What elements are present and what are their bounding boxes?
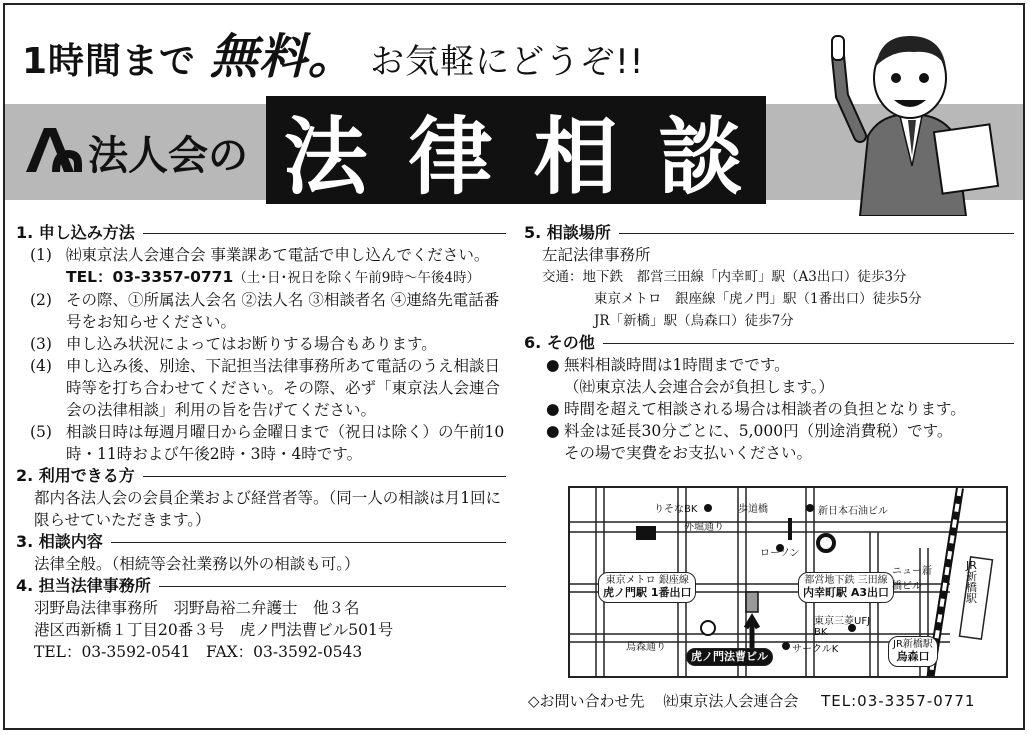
map-text: JR新橋駅	[893, 639, 933, 650]
contact-label: ◇お問い合わせ先	[528, 692, 645, 710]
map-destination-building: 虎ノ門法曹ビル	[686, 648, 773, 666]
map-text: 都営地下鉄 三田線	[804, 575, 888, 586]
tagline-part1: 1時間まで	[22, 41, 197, 82]
tel-hours: （土･日･祝日を除く午前9時〜午後4時）	[233, 270, 480, 286]
tagline	[22, 18, 644, 87]
contact-line	[528, 690, 975, 711]
main-title	[266, 96, 766, 204]
map-label-lawson: ローソン	[760, 548, 800, 559]
eligibility-text: 都内各法人会の会員企業および経営者等。（同一人の相談は月1回に限らせていただきます。）	[34, 489, 502, 529]
section-heading	[16, 575, 506, 597]
map-label-new-shinbashi: ニュー新橋ビル	[892, 566, 932, 592]
map-label-shin-nippon: 新日本石油ビル	[818, 506, 888, 517]
map-label-sotobori: 外堀通り	[684, 522, 724, 533]
map-label-ufj: 東京三菱UFJ BK	[814, 616, 871, 638]
section-title: 2. 利用できる方	[16, 466, 135, 485]
section-heading	[16, 531, 506, 553]
office-address: 港区西新橋１丁目20番３号 虎ノ門法曹ビル501号	[34, 621, 394, 639]
section-title: 4. 担当法律事務所	[16, 576, 151, 595]
contact-tel[interactable]: TEL:03-3357-0771	[821, 692, 976, 710]
section-title: 5. 相談場所	[524, 223, 611, 242]
bullet-icon: ●	[546, 356, 560, 374]
item-text: 申し込み後、別途、下記担当法律事務所あて電話のうえ相談日時等を打ち合わせてください。その際、必ず「東京法人会連合会の法律相談」利用の旨を告げてください。	[66, 357, 501, 419]
map-text: 烏森口	[896, 650, 930, 663]
list-item	[546, 420, 1014, 442]
item-text: ㈳東京法人会連合会 事業課あて電話で申し込んでください。	[66, 246, 490, 264]
map-label-risona: りそなBK	[654, 504, 698, 515]
tel-line	[30, 266, 506, 289]
bullet-icon: ●	[546, 422, 560, 440]
access-line: 交通：地下鉄 都営三田線「内幸町」駅（A3出口）徒歩3分	[542, 269, 907, 285]
title-char: 律	[408, 106, 499, 206]
item-text: その際、①所属法人会名 ②法人名 ③相談者名 ④連絡先電話番号をお知らせください。	[66, 291, 500, 331]
section-title: 1. 申し込み方法	[16, 223, 135, 242]
houjinkai-logo-icon	[22, 124, 86, 176]
businessman-mascot-icon	[820, 16, 1010, 216]
tagline-free: 無料。	[209, 29, 357, 85]
list-item	[30, 244, 506, 266]
title-char: 法	[283, 106, 374, 206]
list-item	[30, 355, 506, 421]
venue-text: 左記法律事務所	[542, 246, 651, 264]
contact-org: ㈳東京法人会連合会	[663, 692, 799, 710]
bullet-subtext: その場で実費をお支払いください。	[564, 444, 813, 462]
map-text: 東京メトロ 銀座線	[605, 575, 689, 586]
tagline-part2: お気軽にどうぞ!!	[370, 42, 645, 82]
item-number: (5)	[30, 423, 52, 441]
map-label-jr-shinbashi: JR新橋駅	[966, 559, 977, 605]
bullet-text: 料金は延長30分ごとに、5,000円（別途消費税）です。	[564, 422, 953, 440]
right-column	[524, 222, 1014, 464]
section-heading	[16, 465, 506, 487]
access-map	[568, 486, 1008, 678]
map-karasumori-exit	[888, 636, 938, 667]
tel-number[interactable]: TEL：03-3357-0771	[66, 268, 234, 286]
access-line: JR「新橋」駅（烏森口）徒歩7分	[594, 313, 794, 329]
item-text: 申し込み状況によってはお断りする場合もあります。	[66, 335, 437, 353]
left-column	[16, 222, 506, 663]
map-label-circle-k: サークルK	[792, 644, 839, 655]
list-item	[30, 333, 506, 355]
item-number: (2)	[30, 291, 52, 309]
section-heading	[524, 222, 1014, 244]
section-heading	[524, 332, 1014, 354]
item-number: (3)	[30, 335, 52, 353]
list-item	[30, 421, 506, 465]
map-toranomon-exit	[598, 572, 696, 603]
org-name: 法人会の	[88, 133, 248, 179]
access-line: 東京メトロ 銀座線「虎ノ門」駅（1番出口）徒歩5分	[594, 291, 922, 307]
bullet-icon: ●	[546, 400, 560, 418]
content-text: 法律全般。（相続等会社業務以外の相談も可。）	[34, 555, 360, 573]
section-heading	[16, 222, 506, 244]
section-title: 6. その他	[524, 333, 595, 352]
title-char: 相	[533, 106, 624, 206]
title-char: 談	[658, 106, 749, 206]
bullet-subtext: （㈳東京法人会連合会が負担します。）	[564, 378, 835, 396]
item-number: (1)	[30, 246, 52, 264]
list-item	[546, 354, 1014, 376]
office-name: 羽野島法律事務所 羽野島裕二弁護士 他３名	[34, 599, 360, 617]
bullet-text: 無料相談時間は1時間までです。	[564, 356, 790, 374]
item-text: 相談日時は毎週月曜日から金曜日まで（祝日は除く）の午前10時・11時および午後2時・3時・4時です。	[66, 423, 505, 463]
map-uchisaiwaicho-exit	[798, 572, 894, 603]
item-number: (4)	[30, 357, 52, 375]
office-phone-fax[interactable]: TEL：03-3592-0541 FAX：03-3592-0543	[34, 643, 363, 661]
map-label-hodokyo: 歩道橋	[738, 504, 768, 515]
map-text: 内幸町駅 A3出口	[803, 586, 889, 599]
section-title: 3. 相談内容	[16, 532, 103, 551]
map-label-karasumori-dori: 烏森通り	[626, 642, 666, 653]
list-item	[546, 398, 1014, 420]
bullet-text: 時間を超えて相談される場合は相談者の負担となります。	[564, 400, 966, 418]
map-text: 虎ノ門駅 1番出口	[603, 586, 692, 599]
list-item	[30, 289, 506, 333]
